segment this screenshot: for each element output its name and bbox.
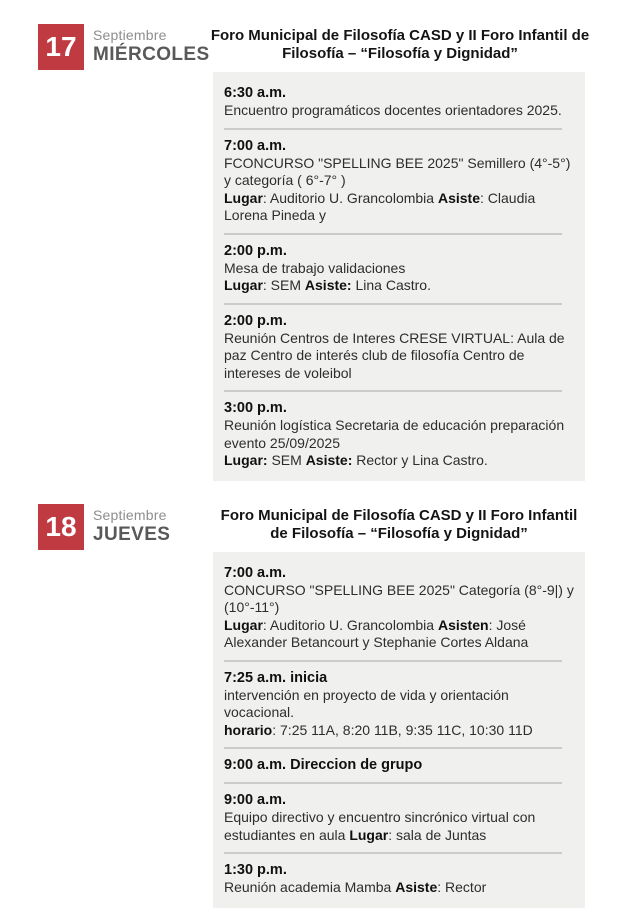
event-text: CONCURSO "SPELLING BEE 2025" Categoría (8°-9|) y (10°-11°) [224, 581, 574, 615]
event-line [224, 617, 576, 652]
event-text: Reunión Centros de Interes CRESE VIRTUAL: Aula de paz Centro de interés club de filosofía Centro de intereses de voleibol [224, 329, 565, 381]
event-text: Reunión academia Mamba [224, 879, 396, 895]
event-item [224, 862, 576, 897]
day-content [213, 504, 585, 908]
event-divider [224, 852, 562, 854]
events-panel [213, 552, 585, 908]
date-badge [38, 504, 84, 550]
event-item [224, 565, 576, 652]
event-time: 9:00 a.m. [224, 792, 287, 808]
event-label-bold: Lugar [224, 616, 263, 633]
event-item [224, 670, 576, 740]
event-line [224, 155, 576, 190]
event-label-bold: horario [224, 721, 273, 738]
event-item [224, 400, 576, 470]
event-divider [224, 660, 562, 662]
event-label-bold: Asiste: [305, 452, 353, 468]
weekday-label: JUEVES [93, 523, 171, 545]
weekday-label: MIÉRCOLES [93, 44, 210, 65]
month-label: Septiembre [93, 506, 167, 523]
date-meta [93, 24, 210, 66]
event-label-bold: Asisten [437, 616, 489, 633]
event-time: 2:00 p.m. [224, 242, 287, 259]
event-text: : SEM [262, 277, 305, 293]
event-label-bold: Asiste: [304, 277, 352, 293]
event-text: Rector y Lina Castro. [352, 452, 488, 468]
month-label: Septiembre [93, 27, 167, 43]
event-item [224, 757, 576, 774]
event-line [224, 687, 576, 722]
event-divider [224, 128, 562, 130]
day-title: Foro Municipal de Filosofía CASD y II Foro Infantil de Filosofía – “Filosofía y Dignidad” [210, 27, 590, 62]
event-time: 3:00 p.m. [224, 400, 287, 416]
event-text: : Auditorio U. Grancolombia [262, 189, 438, 206]
event-divider [224, 390, 562, 392]
event-line [224, 722, 576, 740]
event-divider [224, 747, 562, 749]
event-line [224, 102, 576, 120]
event-label-bold: Lugar [349, 826, 389, 843]
event-line [224, 879, 576, 897]
event-text: : 7:25 11A, 8:20 11B, 9:35 11C, 10:30 11D [272, 721, 533, 738]
event-time: 1:30 p.m. [224, 862, 287, 878]
event-text: : Claudia Lorena Pineda y [224, 189, 536, 223]
date-meta [93, 504, 170, 546]
event-text: SEM [267, 452, 306, 468]
event-text: : sala de Juntas [388, 826, 487, 843]
event-text: Reunión logística Secretaria de educación preparación evento 25/09/2025 [224, 417, 565, 451]
events-panel [213, 72, 585, 481]
event-line [224, 277, 576, 295]
day-header [0, 504, 213, 550]
event-divider [224, 782, 562, 784]
event-line [224, 190, 576, 225]
event-line [224, 582, 576, 617]
event-item [224, 138, 576, 225]
event-time: 9:00 a.m. Direccion de grupo [224, 757, 423, 773]
event-text: Encuentro programáticos docentes orientadores 2025. [224, 102, 562, 118]
event-label-bold: Asiste [395, 879, 438, 895]
event-text: Mesa de trabajo validaciones [224, 259, 406, 276]
event-text: : Auditorio U. Grancolombia [262, 616, 438, 633]
day-section-18 [0, 504, 620, 908]
event-divider [224, 233, 562, 235]
date-number: 17 [45, 31, 77, 62]
event-text: : José Alexander Betancourt y Stephanie Cortes Aldana [224, 616, 529, 650]
day-content [210, 24, 590, 481]
day-section-17 [0, 24, 620, 481]
event-item [224, 313, 576, 383]
event-item [224, 243, 576, 295]
day-header [0, 24, 213, 70]
event-time: 6:30 a.m. [224, 85, 287, 101]
event-time: 7:00 a.m. [224, 564, 287, 581]
event-text: FCONCURSO "SPELLING BEE 2025" Semillero (4°-5°) y categoría ( 6°-7° ) [224, 154, 571, 188]
event-time: 2:00 p.m. [224, 312, 287, 329]
event-time: 7:25 a.m. inicia [224, 669, 328, 686]
event-line [224, 809, 576, 844]
event-text: intervención en proyecto de vida y orientación vocacional. [224, 686, 509, 720]
event-label-bold: Lugar: [224, 452, 268, 468]
event-line [224, 260, 576, 278]
event-line [224, 417, 576, 452]
date-number: 18 [45, 510, 77, 542]
event-label-bold: Lugar [224, 189, 263, 206]
event-text: : Rector [437, 879, 487, 895]
event-label-bold: Lugar [224, 277, 263, 293]
event-time: 7:00 a.m. [224, 137, 287, 154]
event-text: Equipo directivo y encuentro sincrónico virtual con estudiantes en aula [224, 809, 536, 843]
event-line [224, 330, 576, 383]
event-divider [224, 303, 562, 305]
event-item [224, 85, 576, 120]
event-line [224, 452, 576, 470]
day-title: Foro Municipal de Filosofía CASD y II Foro Infantil de Filosofía – “Filosofía y Dignidad” [220, 506, 578, 542]
event-item [224, 792, 576, 844]
date-badge [38, 24, 84, 70]
event-text: Lina Castro. [351, 277, 431, 293]
event-label-bold: Asiste [437, 189, 481, 206]
